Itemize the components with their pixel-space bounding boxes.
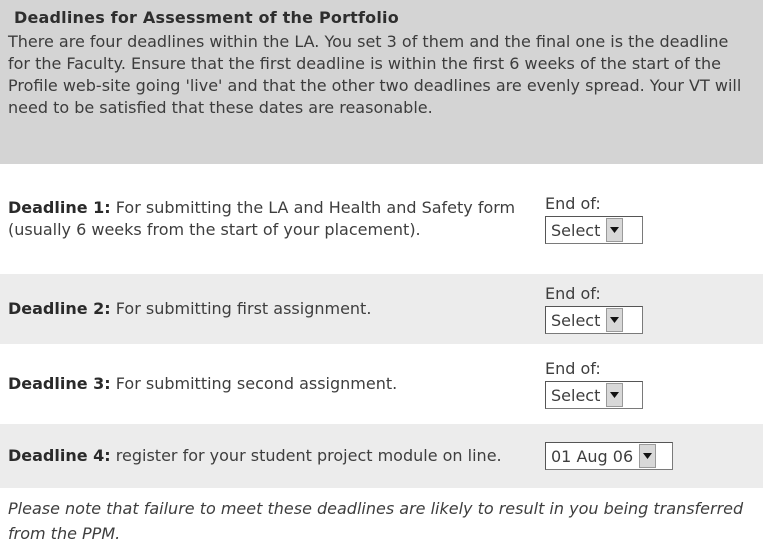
intro-text: There are four deadlines within the LA. You set 3 of them and the final one is the deadline for the Faculty. Ensure that the first deadline is within the first 6 weeks of the start of the Profile web-site going 'live' and that the other two deadlines are evenly spread. Your VT will need to be satisfied that these dates are reasonable. (8, 32, 742, 117)
deadline-2-row (0, 274, 763, 344)
deadline-3-description: For submitting second assignment. (110, 374, 398, 393)
deadlines-header (0, 0, 763, 164)
deadline-1-text (8, 197, 523, 241)
deadline-1-row (0, 164, 763, 274)
deadline-4-row (0, 424, 763, 488)
deadline-1-control (545, 164, 643, 274)
footer-note: Please note that failure to meet these deadlines are likely to result in you being transferred from the PPM. (8, 499, 744, 543)
deadline-4-select-value: 01 Aug 06 (551, 446, 634, 466)
deadline-2-text (8, 298, 523, 320)
deadline-2-label: Deadline 2: (8, 299, 111, 318)
deadline-3-control (545, 344, 643, 424)
page-title: Deadlines for Assessment of the Portfolio (14, 8, 399, 27)
deadline-3-row (0, 344, 763, 424)
deadline-2-end-of-label: End of: (545, 284, 601, 303)
deadline-4-control (545, 424, 673, 488)
deadline-3-text (8, 373, 523, 395)
deadline-1-end-of-label: End of: (545, 194, 601, 213)
deadline-1-select-value: Select (551, 220, 601, 240)
deadline-2-select-value: Select (551, 310, 601, 330)
deadline-4-select[interactable] (545, 442, 673, 470)
deadline-1-label: Deadline 1: (8, 198, 111, 217)
chevron-down-icon[interactable] (639, 444, 656, 468)
deadline-3-end-of-label: End of: (545, 359, 601, 378)
deadline-3-label: Deadline 3: (8, 374, 111, 393)
deadline-2-description: For submitting first assignment. (110, 299, 372, 318)
deadline-4-description: register for your student project module on line. (110, 446, 502, 465)
deadline-2-select[interactable] (545, 306, 643, 334)
deadline-4-label: Deadline 4: (8, 446, 111, 465)
chevron-down-icon[interactable] (606, 218, 623, 242)
deadline-1-note: (usually 6 weeks from the start of your placement). (8, 220, 421, 239)
deadline-3-select-value: Select (551, 385, 601, 405)
deadline-1-select[interactable] (545, 216, 643, 244)
deadline-4-text (8, 445, 523, 467)
chevron-down-icon[interactable] (606, 383, 623, 407)
deadline-3-select[interactable] (545, 381, 643, 409)
deadline-2-control (545, 274, 643, 344)
chevron-down-icon[interactable] (606, 308, 623, 332)
deadline-1-description: For submitting the LA and Health and Safety form (110, 198, 516, 217)
